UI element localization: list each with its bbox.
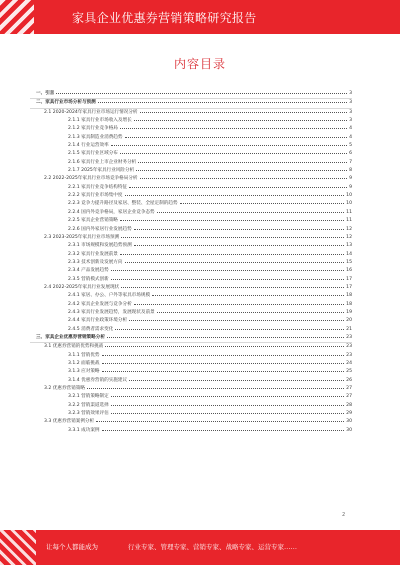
toc-entry-page: 16 [346,268,352,274]
toc-entry-label: 2.1.6 家具行业上市企业财务分析 [68,159,137,165]
toc-leader-dots [157,212,344,213]
toc-entry-label: 2.3.5 营销模式创新 [68,276,109,282]
toc-entry-page: 3 [349,100,352,106]
toc-entry-label: 2.2 2022-2025年家具行业市场竞争格局分析 [44,176,138,182]
toc-entry-label: 二、家具行业市场分析与预测 [36,100,96,106]
toc-entry-page: 8 [349,168,352,174]
toc-leader-dots [134,245,344,246]
toc-leader-dots [134,229,344,230]
toc-leader-dots [102,430,345,431]
toc-entry-page: 30 [346,419,352,425]
toc-leader-dots [96,421,344,422]
toc-entry-label: 三、家具企业优惠券营销策略分析 [36,334,105,340]
toc-entry-label: 3.2.1 营销策略制定 [68,394,109,400]
toc-entry-page: 29 [346,411,352,417]
toc-entry[interactable] [30,142,352,150]
toc-entry-page: 10 [346,193,352,199]
toc-entry-page: 7 [349,159,352,165]
toc-leader-dots [138,162,347,163]
toc-entry-page: 17 [346,284,352,290]
toc-entry-label: 2.4.3 家具行业发展趋势，发展现状及前景 [68,309,155,315]
toc-entry-page: 23 [346,344,352,350]
toc-entry-page: 30 [346,427,352,433]
toc-entry[interactable] [30,200,352,208]
toc-entry-page: 3 [349,91,352,96]
toc-entry-label: 2.1.4 行业运营效率 [68,143,109,149]
toc-entry[interactable] [30,385,352,393]
footer-stripe-decoration [0,530,36,565]
toc-entry-label: 3.3 优惠券营销案例分析 [44,419,95,425]
toc-entry[interactable] [30,117,352,125]
toc-entry-page: 26 [346,377,352,383]
toc-leader-dots [111,270,344,271]
toc-entry-page: 10 [346,201,352,207]
toc-entry[interactable] [30,159,352,167]
toc-entry[interactable] [30,175,352,183]
toc-leader-dots [157,312,344,313]
toc-entry-label: 2.3 2023-2025年家具行业市场预测 [44,234,120,240]
toc-entry[interactable] [30,309,352,317]
toc-leader-dots [125,137,348,138]
toc-entry-label: 2.1.2 家具行业竞争格局 [68,126,118,132]
toc-entry[interactable] [30,184,352,192]
toc-entry[interactable] [30,251,352,259]
toc-entry[interactable] [30,427,352,435]
toc-entry[interactable] [30,377,352,385]
toc-leader-dots [98,102,347,103]
toc-leader-dots [121,237,344,238]
toc-entry-label: 3.1.3 应对策略 [68,369,100,375]
toc-entry[interactable] [30,360,352,368]
toc-leader-dots [120,153,347,154]
toc-entry-label: 2.1 2020-2024年家具行业市场运行情况分析 [44,109,138,115]
toc-entry[interactable] [30,393,352,401]
toc-leader-dots [56,93,347,94]
toc-entry-label: 3.2.2 营销渠道选择 [68,402,109,408]
toc-leader-dots [120,254,344,255]
toc-entry[interactable] [30,109,352,117]
toc-entry-page: 27 [346,386,352,392]
toc-entry[interactable] [30,284,352,292]
toc-entry[interactable] [30,334,352,343]
toc-leader-dots [152,295,344,296]
toc-entry[interactable] [30,90,352,99]
toc-entry-label: 3.3.1 成功案例 [68,427,100,433]
toc-entry[interactable] [30,209,352,217]
toc-leader-dots [107,337,344,338]
toc-entry-page: 15 [346,259,352,265]
toc-entry[interactable] [30,134,352,142]
toc-entry-label: 2.4.2 家具企业发展与竞争分析 [68,301,132,307]
toc-entry-label: 2.2.2 家具行业市场集中度 [68,193,123,199]
toc-entry[interactable] [30,301,352,309]
toc-entry-label: 2.3.4 产品发展趋势 [68,268,109,274]
toc-entry-page: 21 [346,326,352,332]
toc-entry-page: 27 [346,394,352,400]
toc-leader-dots [105,346,344,347]
toc-leader-dots [102,355,345,356]
toc-entry-label: 3.2.3 营销效果评估 [68,411,109,417]
toc-leader-dots [125,262,345,263]
toc-entry-label: 2.4 2022-2025年家具行业发展现状 [44,284,120,290]
toc-leader-dots [129,187,347,188]
toc-leader-dots [129,320,344,321]
toc-leader-dots [111,413,344,414]
toc-entry-label: 一、引言 [36,91,55,96]
toc-entry-label: 2.2.1 家具行业竞争结构特征 [68,184,128,190]
toc-entry-label: 3.1.4 优惠券营销的实施建议 [68,377,128,383]
toc-entry-label: 2.3.3 技术创新及发展方向 [68,259,123,265]
toc-entry-page: 19 [346,309,352,315]
toc-entry-page: 4 [349,126,352,132]
toc-leader-dots [111,405,344,406]
header-banner [0,0,400,34]
toc-leader-dots [180,203,345,204]
toc-entry-page: 3 [349,109,352,115]
toc-entry-label: 2.3.2 家具行业发展前景 [68,251,118,257]
toc-entry-page: 12 [346,234,352,240]
toc-entry-page: 4 [349,134,352,140]
toc-entry-page: 6 [349,151,352,157]
toc-entry-label: 2.2.6 国内外家居行业发展趋势 [68,226,132,232]
toc-entry-label: 2.1.7 2025年家具行业风险分析 [68,168,135,174]
toc-entry[interactable] [30,226,352,234]
toc-entry[interactable] [30,292,352,300]
toc-entry[interactable] [30,242,352,250]
toc-entry-label: 2.1.3 家具制造业消费趋势 [68,134,123,140]
toc-entry-page: 18 [346,301,352,307]
toc-entry-label: 3.2 优惠券营销策略 [44,386,85,392]
toc-leader-dots [120,128,347,129]
toc-leader-dots [120,220,344,221]
toc-entry[interactable] [30,352,352,360]
toc-entry-page: 9 [349,184,352,190]
footer-slogan: 让每个人都能成为 [46,543,98,551]
toc-leader-dots [140,112,348,113]
table-of-contents [30,90,352,435]
toc-leader-dots [111,396,344,397]
toc-entry-label: 2.4.5 消费者需求变化 [68,326,114,332]
toc-entry[interactable] [30,343,352,351]
toc-leader-dots [102,371,345,372]
toc-entry[interactable] [30,267,352,275]
footer-banner [0,530,400,565]
toc-entry[interactable] [30,418,352,426]
toc-entry[interactable] [30,234,352,242]
toc-entry[interactable] [30,368,352,376]
toc-entry-page: 9 [349,176,352,182]
toc-entry-page: 18 [346,293,352,299]
toc-entry-page: 23 [346,352,352,358]
toc-entry[interactable] [30,192,352,200]
page-number: 2 [342,512,346,518]
toc-entry[interactable] [30,125,352,133]
toc-entry[interactable] [30,99,352,108]
toc-entry-page: 12 [346,226,352,232]
toc-entry[interactable] [30,410,352,418]
toc-entry-page: 11 [346,209,352,215]
toc-entry[interactable] [30,317,352,325]
toc-leader-dots [140,178,348,179]
toc-leader-dots [102,363,345,364]
toc-heading: 内容目录 [173,57,226,71]
toc-leader-dots [134,120,347,121]
toc-entry-page: 20 [346,318,352,324]
toc-leader-dots [115,329,344,330]
toc-entry[interactable] [30,167,352,175]
toc-entry-page: 25 [346,369,352,375]
toc-entry-page: 3 [349,118,352,124]
toc-entry-label: 2.3.1 市场规模和发展趋势预测 [68,243,132,249]
toc-entry-page: 28 [346,402,352,408]
toc-leader-dots [111,145,347,146]
toc-leader-dots [134,304,344,305]
toc-entry-label: 2.2.3 竞争力提升路径及家居、整装、全屋定制的趋势 [68,201,178,207]
toc-entry[interactable] [30,326,352,334]
toc-entry-label: 3.1 优惠券营销的优势和挑战 [44,344,104,350]
toc-entry-label: 2.2.4 国内外竞争格局，家居企业竞争态势 [68,209,155,215]
footer-tags: 行业专家、管理专家、营销专家、战略专家、运营专家…… [128,543,297,551]
toc-entry-label: 2.4.1 家居、办公、户外等家具市场规模 [68,293,151,299]
toc-entry-page: 17 [346,276,352,282]
toc-entry[interactable] [30,150,352,158]
toc-leader-dots [125,195,345,196]
toc-entry-page: 11 [346,218,352,224]
toc-entry[interactable] [30,217,352,225]
toc-entry[interactable] [30,276,352,284]
toc-entry-page: 14 [346,251,352,257]
toc-leader-dots [136,170,347,171]
toc-entry-label: 3.1.2 面临挑战 [68,361,100,366]
toc-entry-page: 13 [346,243,352,249]
toc-leader-dots [121,287,344,288]
toc-entry[interactable] [30,259,352,267]
toc-entry-page: 23 [346,334,352,340]
toc-leader-dots [87,388,344,389]
banner-stripe-decoration [0,0,34,34]
toc-entry-page: 5 [349,143,352,149]
report-title: 家具企业优惠券营销策略研究报告 [72,11,257,25]
toc-entry[interactable] [30,402,352,410]
toc-entry-label: 2.2.5 家具企业营销策略 [68,218,118,224]
toc-entry-label: 2.4.4 家具行业政策环境分析 [68,318,128,324]
toc-entry-label: 3.1.1 营销优势 [68,352,100,358]
toc-leader-dots [129,380,344,381]
toc-entry-label: 2.1.5 家具行业区域分布 [68,151,118,157]
toc-entry-label: 2.1.1 家具行业市场收入及增长 [68,118,132,124]
toc-entry-page: 24 [346,361,352,366]
toc-leader-dots [111,279,344,280]
